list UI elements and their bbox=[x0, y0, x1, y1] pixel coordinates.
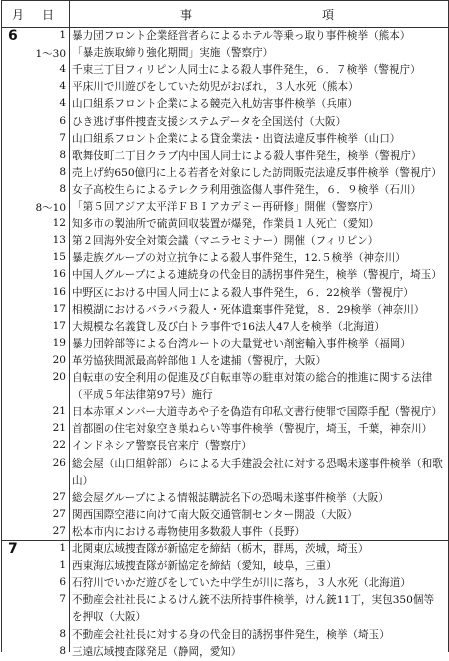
header-event: 事 bbox=[180, 8, 194, 22]
table-row bbox=[2, 558, 448, 575]
table-row bbox=[2, 575, 448, 592]
event-cell: 大規模な名義貸し及び白トラ事件で16法人47人を検挙（北海道） bbox=[72, 320, 385, 333]
day-cell: 4 bbox=[59, 80, 66, 93]
day-cell: 17 bbox=[52, 319, 66, 332]
event-cell: 総会屋グループによる情報誌購読名下の恐喝未遂事件検挙（大阪） bbox=[72, 491, 389, 504]
chronology-table bbox=[1, 0, 449, 658]
table-row bbox=[2, 302, 448, 319]
day-cell: 8 bbox=[59, 644, 66, 657]
event-cell: 暴走族グループの対立抗争による殺人事件発生，12.５検挙（神奈川） bbox=[72, 252, 406, 265]
day-cell: 6 bbox=[59, 576, 66, 589]
event-cell: 革労協狭間派最高幹部他１人を逮捕（警視庁，大阪） bbox=[72, 354, 327, 367]
table-row bbox=[2, 541, 448, 558]
event-cell: 三遠広域捜査隊発足（静岡，愛知） bbox=[72, 645, 242, 658]
header-day: 日 bbox=[42, 8, 56, 22]
table-row bbox=[2, 285, 448, 302]
table-row bbox=[2, 28, 448, 45]
event-cell: 中国人グループによる連続身の代金目的誘拐事件発生，検挙（警視庁，埼玉） bbox=[72, 269, 442, 282]
table-row bbox=[2, 353, 448, 370]
event-cell: 中野区における中国人同士による殺人事件発生，６．22検挙（警視庁） bbox=[72, 286, 414, 299]
day-cell: 8 bbox=[59, 165, 66, 178]
day-cell: 15 bbox=[52, 251, 66, 264]
table-row bbox=[2, 644, 448, 661]
day-cell: 27 bbox=[52, 490, 66, 503]
event-cell: 日本赤軍メンバー大道寺あや子を偽造有印私文書行使罪で国際手配（警視庁） bbox=[72, 406, 443, 419]
table-row bbox=[2, 45, 448, 62]
table-row bbox=[2, 507, 448, 524]
day-cell: 8～10 bbox=[35, 202, 66, 214]
table-row bbox=[2, 250, 448, 267]
header-month: 月 bbox=[12, 8, 26, 22]
day-cell: 1～30 bbox=[35, 48, 66, 61]
event-cell: 売上げ約650億円に上る若者を対象にした訪問販売法違反事件検挙（警視庁） bbox=[72, 166, 442, 179]
day-cell: 6 bbox=[59, 114, 66, 127]
day-cell: 1 bbox=[59, 559, 66, 572]
event-cell: 総会屋（山口組幹部）らによる大手建設会社に対する恐喝未遂事件検挙（和歌山） bbox=[72, 457, 443, 487]
day-cell: 20 bbox=[52, 371, 66, 383]
table-row bbox=[2, 233, 448, 250]
table-row bbox=[2, 199, 448, 216]
table-row bbox=[2, 165, 448, 182]
table-row bbox=[2, 438, 448, 455]
day-cell: 17 bbox=[52, 302, 66, 315]
event-cell: 関西国際空港に向けて南大阪交通管制センター開設（大阪） bbox=[72, 508, 358, 521]
day-cell: 8 bbox=[59, 148, 66, 161]
event-cell: 不動産会社社長に対する身の代金目的誘拐事件発生，検挙（埼玉） bbox=[72, 628, 390, 641]
table-row bbox=[2, 490, 448, 507]
month-cell: 7 bbox=[8, 541, 18, 557]
table-row bbox=[2, 456, 448, 490]
event-cell: 不動産会社社長によるけん銃不法所持事件検挙，けん銃11丁，実包350個等を押収（大阪） bbox=[72, 594, 435, 624]
day-cell: 4 bbox=[59, 97, 66, 110]
event-cell: 千束三丁目フィリピン人同士による殺人事件発生，６．７検挙（警視庁） bbox=[72, 64, 421, 77]
table-row bbox=[2, 421, 448, 438]
day-cell: 26 bbox=[52, 456, 66, 469]
event-cell: 山口組系フロント企業による競売入札妨害事件検挙（兵庫） bbox=[72, 98, 359, 111]
event-cell: 暴力団幹部等による台湾ルートの大量覚せい剤密輸入事件検挙（福岡） bbox=[72, 337, 411, 350]
day-cell: 7 bbox=[59, 131, 66, 144]
event-cell: 相模湖におけるバラバラ殺人・死体遺棄事件発覚，８．29検挙（神奈川） bbox=[72, 303, 425, 316]
event-cell: 女子高校生らによるテレクラ利用強盗傷人事件発生，６．９検挙（石川） bbox=[72, 183, 422, 196]
table-row bbox=[2, 148, 448, 165]
event-cell: 「暴走族取締り強化期間」実施（警察庁） bbox=[72, 47, 274, 60]
day-cell: 21 bbox=[52, 405, 66, 418]
day-cell: 12 bbox=[52, 217, 66, 230]
month-cell: 6 bbox=[8, 28, 18, 44]
event-cell: 山口組系フロント企業による貸金業法・出資法違反事件検挙（山口） bbox=[72, 132, 401, 145]
event-cell: 石狩川でいかだ遊びをしていた中学生が川に落ち，３人水死（北海道） bbox=[72, 577, 411, 590]
day-cell: 16 bbox=[52, 268, 66, 281]
table-row bbox=[2, 216, 448, 233]
event-cell: 平床川で川遊びをしていた幼児がおぼれ，３人水死（熊本） bbox=[72, 81, 359, 94]
day-cell: 19 bbox=[52, 336, 66, 349]
event-cell: 第２回海外安全対策会議（マニラセミナー）開催（フィリピン） bbox=[72, 235, 379, 248]
day-cell: 8 bbox=[59, 182, 66, 195]
event-cell: ひき逃げ事件捜査支援システムデータを全国送付（大阪） bbox=[72, 115, 347, 128]
day-cell: 27 bbox=[52, 507, 66, 520]
event-cell: 暴力団フロント企業経営者らによるホテル等乗っ取り事件検挙（熊本） bbox=[72, 30, 411, 42]
event-cell: 松本市内における毒物使用多数殺人事件（長野） bbox=[72, 525, 306, 538]
event-cell: 北関東広域捜査隊が新協定を締結（栃木，群馬，茨城，埼玉） bbox=[72, 543, 369, 555]
event-cell: インドネシア警察長官来庁（警察庁） bbox=[72, 440, 252, 453]
day-cell: 20 bbox=[52, 353, 66, 366]
table-row bbox=[2, 370, 448, 404]
day-cell: 8 bbox=[59, 627, 66, 640]
day-cell: 21 bbox=[52, 422, 66, 435]
day-cell: 27 bbox=[52, 524, 66, 537]
table-row bbox=[2, 96, 448, 113]
table-row bbox=[2, 62, 448, 79]
day-cell: 13 bbox=[52, 234, 66, 247]
event-cell: 知多市の製油所で硫黄回収装置が爆発，作業員１人死亡（愛知） bbox=[72, 218, 380, 231]
event-cell: 西東海広域捜査隊が新協定を締結（愛知，岐阜，三重） bbox=[72, 560, 337, 573]
table-row bbox=[2, 182, 448, 199]
table-row bbox=[2, 404, 448, 421]
table-row bbox=[2, 79, 448, 96]
day-cell: 22 bbox=[52, 439, 66, 452]
day-cell: 4 bbox=[59, 63, 66, 76]
event-cell: 首都圏の住宅対象空き巣ねらい等事件検挙（警視庁，埼玉，千葉，神奈川） bbox=[72, 423, 433, 436]
table-row bbox=[2, 336, 448, 353]
header-item: 項 bbox=[322, 8, 336, 22]
day-cell: 7 bbox=[59, 593, 66, 606]
day-cell: 1 bbox=[59, 29, 66, 41]
table-row bbox=[2, 267, 448, 284]
table-row bbox=[2, 524, 448, 541]
table-row bbox=[2, 114, 448, 131]
table-row bbox=[2, 131, 448, 148]
table-row bbox=[2, 627, 448, 644]
table-row bbox=[2, 319, 448, 336]
event-cell: 自転車の安全利用の促進及び自転車等の駐車対策の総合的推進に関する法律（平成５年法律第97号）施行 bbox=[72, 372, 433, 401]
table-row bbox=[2, 592, 448, 626]
day-cell: 1 bbox=[59, 542, 66, 554]
event-cell: 歌舞伎町二丁目クラブ内中国人同士による殺人事件発生，検挙（警視庁） bbox=[72, 149, 422, 162]
event-cell: 「第５回アジア太平洋ＦＢＩアカデミー再研修」開催（警察庁） bbox=[72, 201, 379, 213]
day-cell: 16 bbox=[52, 285, 66, 298]
